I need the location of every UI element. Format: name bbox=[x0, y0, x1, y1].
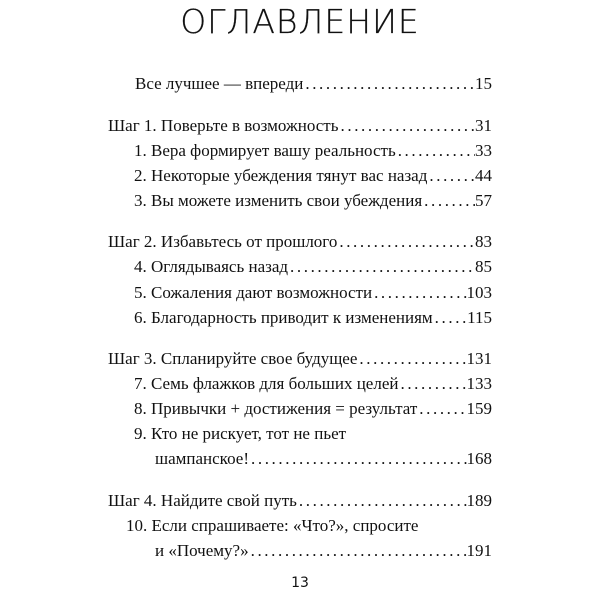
toc-entry-title: и «Почему?» bbox=[155, 541, 249, 560]
dot-leader bbox=[339, 115, 476, 137]
dot-leader bbox=[249, 448, 467, 470]
toc-entry-chapter-4[interactable] bbox=[134, 256, 492, 278]
toc-entry-page: 133 bbox=[466, 374, 492, 393]
dot-leader bbox=[398, 373, 466, 395]
dot-leader bbox=[337, 231, 475, 253]
toc-entry-chapter-8[interactable] bbox=[134, 398, 492, 420]
toc-entry-page: 44 bbox=[475, 166, 492, 185]
toc-entry-title: 8. Привычки + достижения = результат bbox=[134, 399, 418, 418]
dot-leader bbox=[433, 307, 467, 329]
toc-entry-chapter-1[interactable] bbox=[134, 140, 492, 162]
toc-entry-page: 131 bbox=[466, 349, 492, 368]
toc-entry-chapter-10-line1[interactable]: 10. Если спрашиваете: «Что?», спросите bbox=[126, 516, 419, 535]
dot-leader bbox=[422, 190, 475, 212]
toc-entry-chapter-9-line1[interactable]: 9. Кто не рискует, тот не пьет bbox=[134, 424, 347, 443]
toc-entry-title: 5. Сожаления дают возможности bbox=[134, 283, 373, 302]
toc-entry-chapter-10[interactable] bbox=[155, 540, 492, 562]
toc-entry-page: 159 bbox=[466, 399, 492, 418]
dot-leader bbox=[249, 540, 467, 562]
toc-entry-chapter-6[interactable] bbox=[134, 307, 492, 329]
toc-entry-title: Шаг 1. Поверьте в возможность bbox=[108, 116, 339, 135]
toc-entry-step-4[interactable] bbox=[108, 490, 492, 512]
toc-entry-page: 57 bbox=[475, 191, 492, 210]
toc-entry-page: 103 bbox=[466, 283, 492, 302]
toc-entry-title: 2. Некоторые убеждения тянут вас назад bbox=[134, 166, 428, 185]
toc-entry-title: 1. Вера формирует вашу реальность bbox=[134, 141, 396, 160]
dot-leader bbox=[372, 282, 466, 304]
toc-entry-title: 6. Благодарность приводит к изменениям bbox=[134, 308, 433, 327]
page-heading: ОГЛАВЛЕНИЕ bbox=[180, 2, 420, 41]
toc-entry-page: 191 bbox=[466, 541, 492, 560]
toc-entry-chapter-5[interactable] bbox=[134, 282, 492, 304]
toc-entry-title: Шаг 2. Избавьтесь от прошлого bbox=[108, 232, 338, 251]
toc-entry-page: 33 bbox=[475, 141, 492, 160]
toc-entry-intro[interactable] bbox=[135, 73, 492, 95]
dot-leader bbox=[427, 165, 475, 187]
toc-entry-page: 15 bbox=[475, 74, 492, 93]
toc-entry-step-3[interactable] bbox=[108, 348, 492, 370]
toc-entry-page: 115 bbox=[467, 308, 492, 327]
toc-entry-step-1[interactable] bbox=[108, 115, 492, 137]
toc-entry-title: 7. Семь флажков для больших целей bbox=[134, 374, 399, 393]
toc-entry-title: 3. Вы можете изменить свои убеждения bbox=[134, 191, 423, 210]
dot-leader bbox=[396, 140, 475, 162]
dot-leader bbox=[417, 398, 466, 420]
dot-leader bbox=[297, 490, 467, 512]
toc-entry-chapter-2[interactable] bbox=[134, 165, 492, 187]
toc-entry-title: Шаг 3. Спланируйте свое будущее bbox=[108, 349, 358, 368]
page-number: 13 bbox=[291, 575, 309, 591]
toc-entry-title: 4. Оглядываясь назад bbox=[134, 257, 289, 276]
dot-leader bbox=[303, 73, 475, 95]
dot-leader bbox=[288, 256, 475, 278]
toc-entry-step-2[interactable] bbox=[108, 231, 492, 253]
toc-entry-chapter-9[interactable] bbox=[155, 448, 492, 470]
toc-entry-chapter-3[interactable] bbox=[134, 190, 492, 212]
toc-entry-page: 168 bbox=[466, 449, 492, 468]
toc-entry-title: Все лучшее — впереди bbox=[135, 74, 304, 93]
toc-entry-page: 85 bbox=[475, 257, 492, 276]
toc-entry-page: 31 bbox=[475, 116, 492, 135]
toc-entry-title: Шаг 4. Найдите свой путь bbox=[108, 491, 297, 510]
dot-leader bbox=[357, 348, 466, 370]
toc-entry-page: 83 bbox=[475, 232, 492, 251]
toc-entry-chapter-7[interactable] bbox=[134, 373, 492, 395]
toc-entry-page: 189 bbox=[466, 491, 492, 510]
toc-entry-title: шампанское! bbox=[155, 449, 249, 468]
